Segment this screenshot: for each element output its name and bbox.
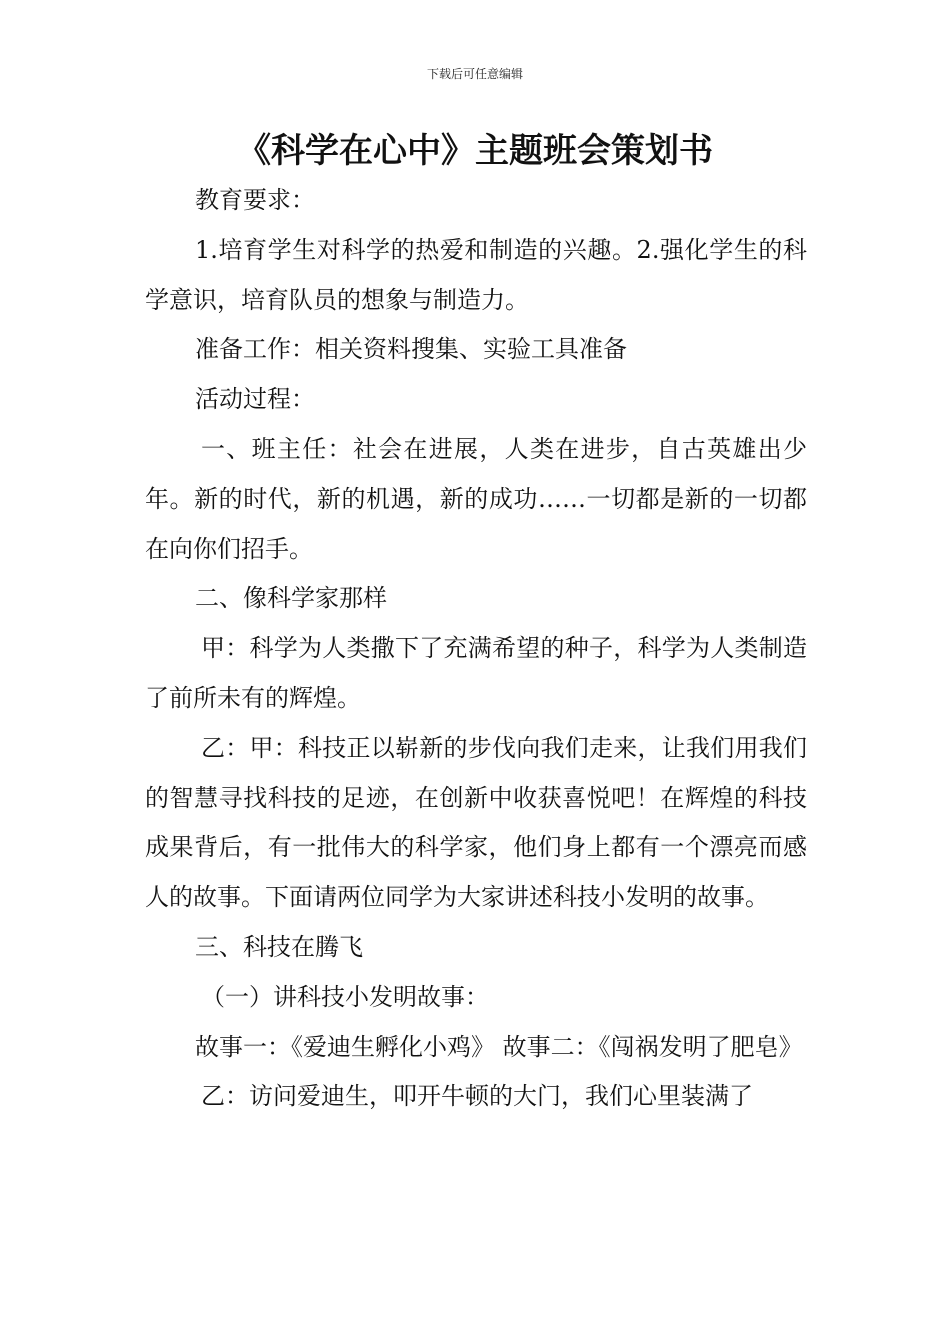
paragraph-speaker-a: 甲：科学为人类撒下了充满希望的种子，科学为人类制造了前所未有的辉煌。 xyxy=(145,634,807,712)
paragraph-subsection-one: （一）讲科技小发明故事： xyxy=(201,982,489,1011)
paragraph-goals: 1.培育学生对科学的热爱和制造的兴趣。2.强化学生的科学意识，培育队员的想象与制造力。 xyxy=(145,235,807,314)
paragraph-education-requirements: 教育要求： xyxy=(195,186,315,214)
header-note: 下载后可任意编辑 xyxy=(426,67,523,81)
paragraph-section-two: 二、像科学家那样 xyxy=(195,584,387,613)
paragraph-speaker-b-closing: 乙：访问爱迪生，叩开牛顿的大门，我们心里装满了 xyxy=(201,1082,753,1111)
paragraph-preparation: 准备工作：相关资料搜集、实验工具准备 xyxy=(195,335,627,364)
paragraph-stories: 故事一：《爱迪生孵化小鸡》 故事二：《闯祸发明了肥皂》 xyxy=(195,1032,803,1061)
paragraph-speaker-b: 乙：甲：科技正以崭新的步伐向我们走来，让我们用我们的智慧寻找科技的足迹，在创新中收获喜悦吧！在辉煌的科技成果背后，有一批伟大的科学家，他们身上都有一个漂亮而感人的故事。下面请两位同学为大家讲述科技小发明的故事。 xyxy=(145,733,807,912)
document-title: 《科学在心中》主题班会策划书 xyxy=(237,131,713,171)
paragraph-activity-process: 活动过程： xyxy=(195,385,315,414)
paragraph-section-three: 三、科技在腾飞 xyxy=(195,932,363,961)
document-body xyxy=(145,176,807,1122)
paragraph-section-one: 一、班主任：社会在进展，人类在进步，自古英雄出少年。新的时代，新的机遇，新的成功……一切都是新的一切都在向你们招手。 xyxy=(145,434,807,563)
